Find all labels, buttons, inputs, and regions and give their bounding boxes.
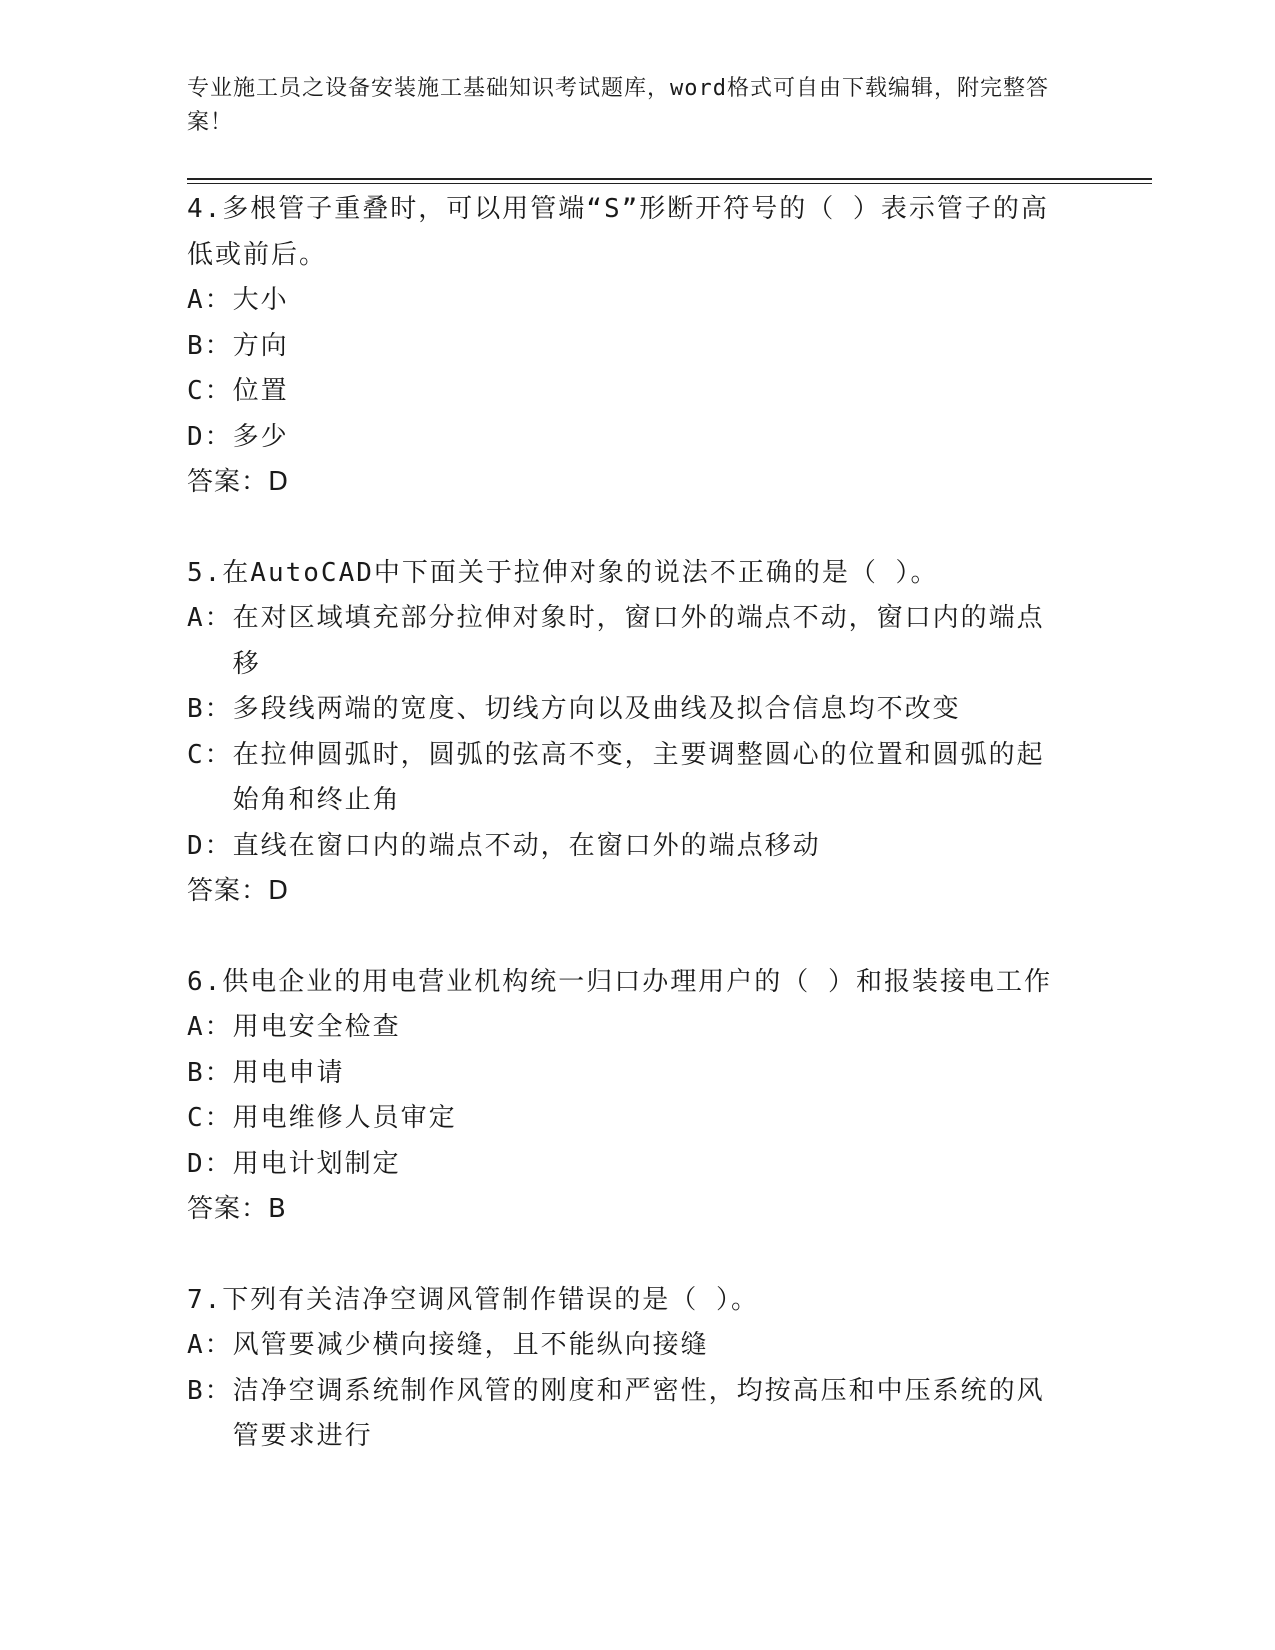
option-c [187, 369, 1067, 415]
spacer [187, 506, 1067, 551]
option-letter: C： [187, 376, 233, 406]
option-text: 用电申请 [232, 1057, 345, 1088]
option-text: 风管要减少横向接缝，且不能纵向接缝 [232, 1330, 709, 1360]
option-text: 直线在窗口内的端点不动，在窗口外的端点移动 [232, 830, 821, 861]
option-letter: C： [187, 1103, 233, 1133]
option-b [187, 1369, 1067, 1460]
option-b [187, 1051, 1067, 1097]
option-letter: A： [187, 285, 233, 315]
option-text: 用电计划制定 [232, 1148, 401, 1179]
question-stem: 6.供电企业的用电营业机构统一归口办理用户的（ ）和报装接电工作 [187, 966, 1052, 997]
question-5 [187, 551, 1067, 915]
answer-line: 答案：B [187, 1194, 287, 1224]
option-letter: D： [187, 830, 233, 861]
option-text: 用电维修人员审定 [232, 1103, 457, 1133]
option-letter: A： [187, 1012, 233, 1042]
option-text: 多少 [232, 421, 289, 452]
question-4 [187, 187, 1067, 506]
question-stem: 5.在AutoCAD中下面关于拉伸对象的说法不正确的是（ ）。 [187, 557, 939, 588]
answer-line: 答案：D [187, 467, 290, 497]
option-a [187, 1005, 1067, 1051]
option-letter: A： [187, 603, 233, 633]
header-divider-thin [187, 183, 1152, 184]
option-b [187, 687, 1067, 733]
option-letter: A： [187, 1330, 233, 1360]
option-a [187, 278, 1067, 324]
option-text: 在拉伸圆弧时，圆弧的弦高不变，主要调整圆心的位置和圆弧的起始角和终止角 [232, 739, 1045, 815]
option-text: 用电安全检查 [232, 1012, 401, 1042]
question-stem: 7.下列有关洁净空调风管制作错误的是（ ）。 [187, 1284, 759, 1315]
option-letter: C： [187, 739, 233, 770]
option-a [187, 1323, 1067, 1369]
answer-line: 答案：D [187, 876, 290, 906]
option-d [187, 824, 1067, 870]
option-d [187, 1142, 1067, 1188]
option-letter: D： [187, 421, 233, 452]
option-letter: D： [187, 1148, 233, 1179]
option-letter: B： [187, 330, 233, 361]
option-text: 在对区域填充部分拉伸对象时，窗口外的端点不动，窗口内的端点移 [232, 603, 1045, 679]
option-c [187, 1096, 1067, 1142]
option-letter: B： [187, 694, 233, 724]
spacer [187, 1233, 1067, 1278]
option-text: 洁净空调系统制作风管的刚度和严密性，均按高压和中压系统的风管要求进行 [232, 1375, 1045, 1451]
spacer [187, 915, 1067, 960]
option-letter: B： [187, 1375, 233, 1406]
header-divider-thick [187, 178, 1152, 180]
option-text: 多段线两端的宽度、切线方向以及曲线及拟合信息均不改变 [232, 694, 961, 724]
question-6 [187, 960, 1067, 1233]
option-c [187, 733, 1067, 824]
option-letter: B： [187, 1057, 233, 1088]
option-b [187, 324, 1067, 370]
question-stem: 4.多根管子重叠时，可以用管端“S”形断开符号的（ ）表示管子的高低或前后。 [187, 194, 1049, 270]
questions-list [187, 187, 1067, 1460]
question-7 [187, 1278, 1067, 1460]
document-header: 专业施工员之设备安装施工基础知识考试题库，word格式可自由下载编辑，附完整答案！ [187, 76, 1049, 135]
option-text: 方向 [232, 330, 289, 361]
option-d [187, 415, 1067, 461]
option-text: 位置 [232, 376, 289, 406]
option-text: 大小 [232, 285, 289, 315]
option-a [187, 596, 1067, 687]
